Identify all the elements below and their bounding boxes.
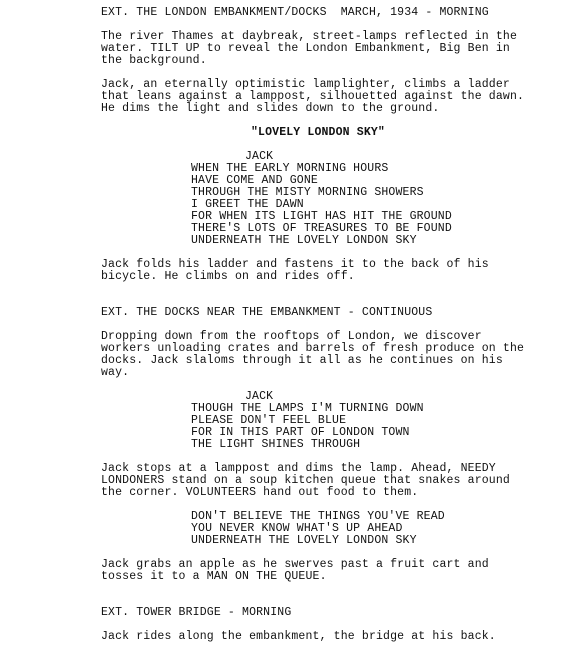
action-line: tosses it to a MAN ON THE QUEUE.	[101, 570, 327, 583]
action-line: water. TILT UP to reveal the London Embankment, Big Ben in	[101, 42, 510, 55]
lyric-line: I GREET THE DAWN	[191, 198, 304, 211]
action-line: He dims the light and slides down to the ground.	[101, 102, 440, 115]
action-line: Dropping down from the rooftops of London, we discover	[101, 330, 482, 343]
lyric-line: THERE'S LOTS OF TREASURES TO BE FOUND	[191, 222, 452, 235]
lyric-line: UNDERNEATH THE LOVELY LONDON SKY	[191, 534, 417, 547]
lyric-line: FOR IN THIS PART OF LONDON TOWN	[191, 426, 410, 439]
lyric-line: PLEASE DON'T FEEL BLUE	[191, 414, 347, 427]
character-name: JACK	[245, 150, 274, 163]
action-line: that leans against a lamppost, silhouetted against the dawn.	[101, 90, 525, 103]
scene-heading: EXT. THE LONDON EMBANKMENT/DOCKS MARCH, 1934 - MORNING	[101, 6, 489, 19]
lyric-line: UNDERNEATH THE LOVELY LONDON SKY	[191, 234, 417, 247]
action-line: The river Thames at daybreak, street-lamps reflected in the	[101, 30, 518, 43]
action-line: Jack stops at a lamppost and dims the lamp. Ahead, NEEDY	[101, 462, 496, 475]
action-line: the background.	[101, 54, 207, 67]
lyric-line: YOU NEVER KNOW WHAT'S UP AHEAD	[191, 522, 403, 535]
lyric-line: FOR WHEN ITS LIGHT HAS HIT THE GROUND	[191, 210, 452, 223]
scene-heading: EXT. TOWER BRIDGE - MORNING	[101, 606, 292, 619]
lyric-line: THOUGH THE LAMPS I'M TURNING DOWN	[191, 402, 424, 415]
action-line: the corner. VOLUNTEERS hand out food to them.	[101, 486, 419, 499]
lyric-line: HAVE COME AND GONE	[191, 174, 318, 187]
lyric-line: THROUGH THE MISTY MORNING SHOWERS	[191, 186, 424, 199]
action-line: LONDONERS stand on a soup kitchen queue that snakes around	[101, 474, 510, 487]
scene-heading: EXT. THE DOCKS NEAR THE EMBANKMENT - CONTINUOUS	[101, 306, 433, 319]
song-title: "LOVELY LONDON SKY"	[251, 126, 385, 139]
character-name: JACK	[245, 390, 274, 403]
action-line: docks. Jack slaloms through it all as he continues on his	[101, 354, 503, 367]
lyric-line: DON'T BELIEVE THE THINGS YOU'VE READ	[191, 510, 445, 523]
action-line: way.	[101, 366, 130, 379]
action-line: Jack, an eternally optimistic lamplighter, climbs a ladder	[101, 78, 510, 91]
lyric-line: THE LIGHT SHINES THROUGH	[191, 438, 361, 451]
action-line: Jack rides along the embankment, the bridge at his back.	[101, 630, 496, 643]
action-line: Jack folds his ladder and fastens it to the back of his	[101, 258, 489, 271]
action-line: bicycle. He climbs on and rides off.	[101, 270, 355, 283]
action-line: workers unloading crates and barrels of fresh produce on the	[101, 342, 525, 355]
action-line: Jack grabs an apple as he swerves past a fruit cart and	[101, 558, 489, 571]
lyric-line: WHEN THE EARLY MORNING HOURS	[191, 162, 389, 175]
